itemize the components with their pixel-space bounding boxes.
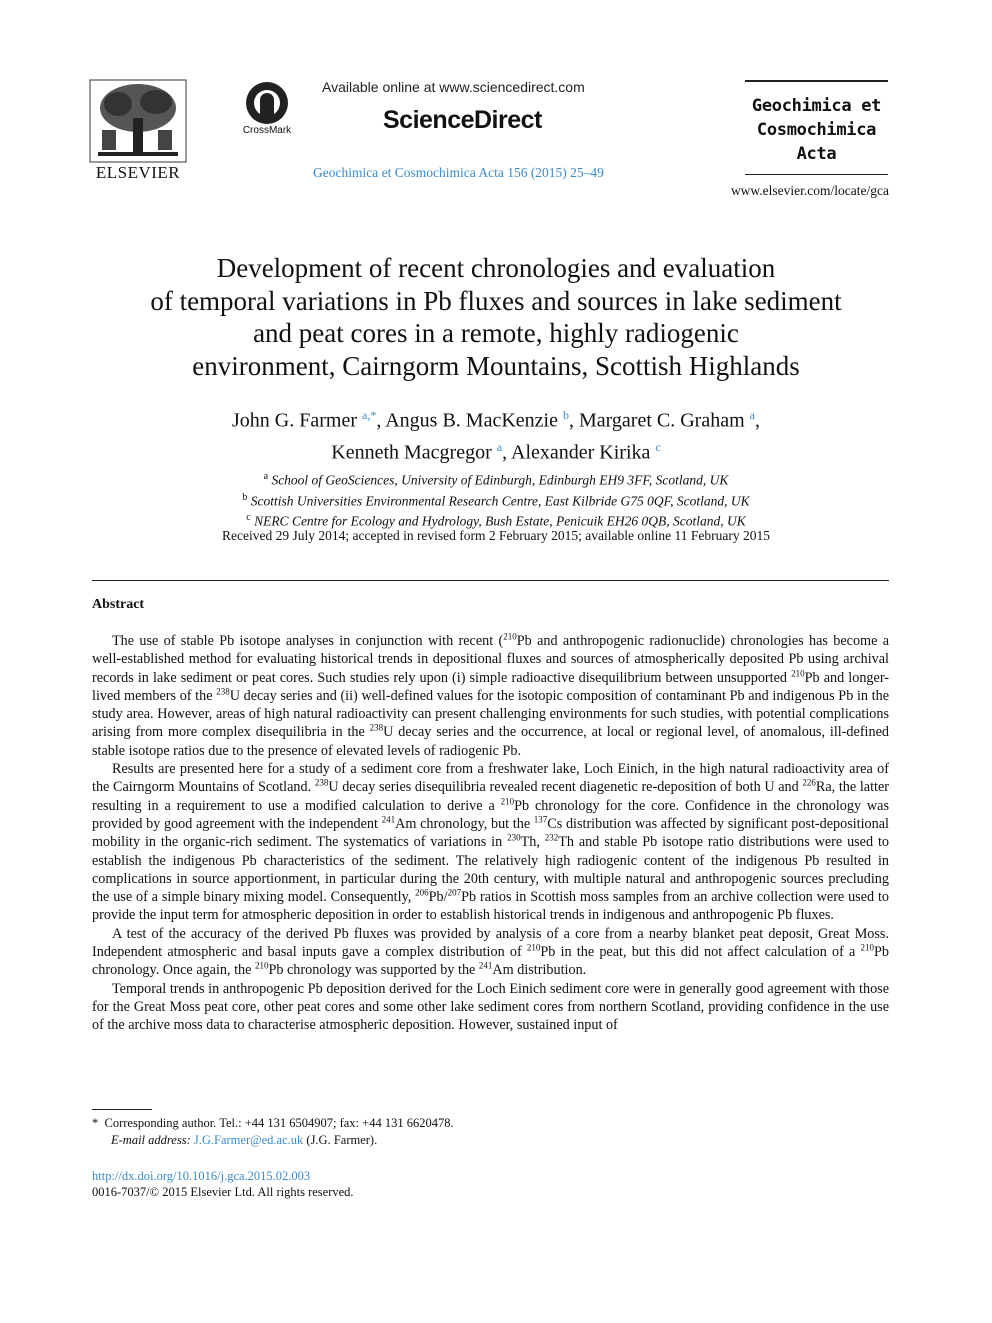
isotope-superscript: 206 <box>415 887 429 898</box>
journal-name <box>745 94 888 166</box>
crossmark-label: CrossMark <box>242 125 292 136</box>
author-affiliation-mark[interactable]: a <box>496 439 503 454</box>
title-line: of temporal variations in Pb fluxes and sources in lake sediment <box>150 285 842 316</box>
doi-link[interactable]: http://dx.doi.org/10.1016/j.gca.2015.02.003 <box>92 1169 311 1183</box>
title-line: Development of recent chronologies and evaluation <box>216 253 776 283</box>
title-line: environment, Cairngorm Mountains, Scottish Highlands <box>192 350 800 381</box>
isotope-superscript: 230 <box>507 832 521 843</box>
author-name[interactable]: Alexander Kirika <box>511 441 651 464</box>
abstract-paragraph: A test of the accuracy of the derived Pb fluxes was provided by analysis of a core from a nearby blanket peat deposit, Great Moss. Independent atmospheric and basal inputs gave a complex distribution of $^{210}$Pb in the peat, but this did not affect calculation of a $^{210}$Pb chronology. Once again, the $^{210}$Pb chronology was supported by the $^{241}$Am distribution. <box>92 925 889 979</box>
isotope-superscript: 210 <box>860 942 875 953</box>
abstract-paragraph: Results are presented here for a study of a sediment core from a freshwater lake, Loch Einich, in the high natural radioactivity area of the Cairngorm Mountains of Scotland. $^{238}$U decay series disequilibria revealed recent diagenetic re-deposition of both U and $^{226}$Ra, the latter resulting in a requirement to use a modified calculation to derive a $^{210}$Pb chronology for the core. Confidence in the chronology was provided by good agreement with the independent $^{241}$Am chronology, but the $^{137}$Cs distribution was affected by significant post-depositional mobility in the organic-rich sediment. The systematics of variations in $^{230}$Th, $^{232}$Th and stable Pb isotope ratio distributions were used to establish the indigenous Pb characteristics of the sediment. The relatively high radiogenic content of the indigenous Pb resulted in complications in source apportionment, in particular during the 20th century, with multiple natural and anthropogenic sources precluding the use of a simple binary mixing model. Consequently, $^{206}$Pb/$^{207}$Pb ratios in Scottish moss samples from an archive collection were used to provide the input term for atmospheric deposition in order to establish historical trends in indigenous and anthropogenic Pb fluxes. <box>92 761 890 924</box>
affiliation-item: $^c$ NERC Centre for Ecology and Hydrology, Bush Estate, Penicuik EH26 0QB, Scotland, UK <box>246 512 746 529</box>
corresponding-author-text: Corresponding author. Tel.: +44 131 6504907; fax: +44 131 6620478. <box>104 1116 454 1130</box>
isotope-superscript: 207 <box>447 887 462 898</box>
section-divider <box>92 580 889 581</box>
isotope-superscript: 238 <box>369 722 384 733</box>
available-online-text: Available online at www.sciencedirect.com <box>322 79 585 95</box>
author-name[interactable]: John G. Farmer <box>232 409 357 432</box>
isotope-superscript: 210 <box>500 795 515 806</box>
isotope-superscript: 210 <box>254 960 269 971</box>
isotope-superscript: 232 <box>544 832 559 843</box>
author-name[interactable]: Angus B. MacKenzie <box>385 409 558 432</box>
isotope-superscript: 210 <box>526 942 541 953</box>
received-dates: Received 29 July 2014; accepted in revised form 2 February 2015; available online 11 February 2015 <box>222 528 770 543</box>
author-list: John G. Farmer $^{a,*}$, Angus B. MacKenzie $^b$, Margaret C. Graham $^a$, Kenneth Macgregor $^a$, Alexander Kirika $^c$ <box>232 408 760 464</box>
journal-rule-top <box>745 80 888 82</box>
author-affiliation-mark[interactable]: a,* <box>362 408 377 422</box>
footnote-mark: * <box>92 1116 99 1130</box>
abstract-paragraph: The use of stable Pb isotope analyses in conjunction with recent ($^{210}$Pb and anthropogenic radionuclide) chronologies has become a well-established method for evaluating historical trends in depositional fluxes and sources of atmospherically deposited Pb using archival records in lake sediment or peat cores. Such studies rely upon (i) simple radioactive disequilibrium between unsupported $^{210}$Pb and longer-lived members of the $^{238}$U decay series and (ii) well-defined values for the isotopic composition of contaminant Pb and indigenous Pb in the study area. However, areas of high natural radioactivity can present challenging environments for such studies, with potential complications arising from more complex disequilibria in the $^{238}$U decay series and the occurrence, at local or regional level, of anomalous, ill-defined stable isotope ratios due to the presence of elevated levels of radiogenic Pb. <box>92 631 890 759</box>
article-title <box>60 252 932 382</box>
email-link[interactable]: J.G.Farmer@ed.ac.uk <box>193 1133 304 1147</box>
copyright-notice: 0016-7037/© 2015 Elsevier Ltd. All rights reserved. <box>92 1185 354 1199</box>
isotope-superscript: 241 <box>478 960 493 971</box>
title-line: and peat cores in a remote, highly radiogenic <box>253 318 739 348</box>
isotope-superscript: 241 <box>381 814 396 825</box>
corresponding-author-footnote <box>92 1115 454 1149</box>
abstract-heading: Abstract <box>92 597 145 612</box>
journal-citation-link[interactable]: Geochimica et Cosmochimica Acta 156 (2015) 25–49 <box>313 165 604 180</box>
affiliation-item: $^a$ School of GeoSciences, University of Edinburgh, Edinburgh EH9 3FF, Scotland, UK <box>263 471 729 488</box>
isotope-superscript: 137 <box>533 814 548 825</box>
journal-url-link[interactable]: www.elsevier.com/locate/gca <box>730 183 889 198</box>
author-name[interactable]: Margaret C. Graham <box>578 409 745 432</box>
abstract-paragraph: Temporal trends in anthropogenic Pb deposition derived for the Loch Einich sediment core were in generally good agreement with those for the Great Moss peat core, other peat cores and some other lake sediment cores from northern Scotland, providing confidence in the use of the archive moss data to characterise atmospheric deposition. However, sustained input of <box>92 980 889 1034</box>
journal-name-line: Acta <box>796 144 837 164</box>
isotope-superscript: 238 <box>314 777 329 788</box>
affiliation-item: $^b$ Scottish Universities Environmental Research Centre, East Kilbride G75 0QF, Scotland, UK <box>242 491 750 508</box>
publisher-name: ELSEVIER <box>95 163 181 182</box>
isotope-superscript: 210 <box>503 631 517 642</box>
author-affiliation-mark[interactable]: a <box>749 408 755 422</box>
email-label: E-mail address: <box>111 1133 191 1147</box>
abstract-body <box>92 632 889 1035</box>
journal-rule-bottom <box>745 174 888 175</box>
sciencedirect-logo[interactable]: ScienceDirect <box>383 106 542 134</box>
author-affiliation-mark[interactable]: b <box>562 408 569 422</box>
author-name[interactable]: Kenneth Macgregor <box>331 441 492 464</box>
isotope-superscript: 238 <box>216 686 230 697</box>
footnote-rule <box>92 1109 152 1110</box>
isotope-superscript: 210 <box>791 667 805 678</box>
author-affiliation-mark[interactable]: c <box>655 439 661 454</box>
affiliation-list <box>60 468 932 530</box>
email-suffix: (J.G. Farmer). <box>306 1133 378 1147</box>
journal-name-line: Geochimica et <box>751 96 882 116</box>
isotope-superscript: 226 <box>802 777 816 788</box>
journal-name-line: Cosmochimica <box>756 120 877 140</box>
